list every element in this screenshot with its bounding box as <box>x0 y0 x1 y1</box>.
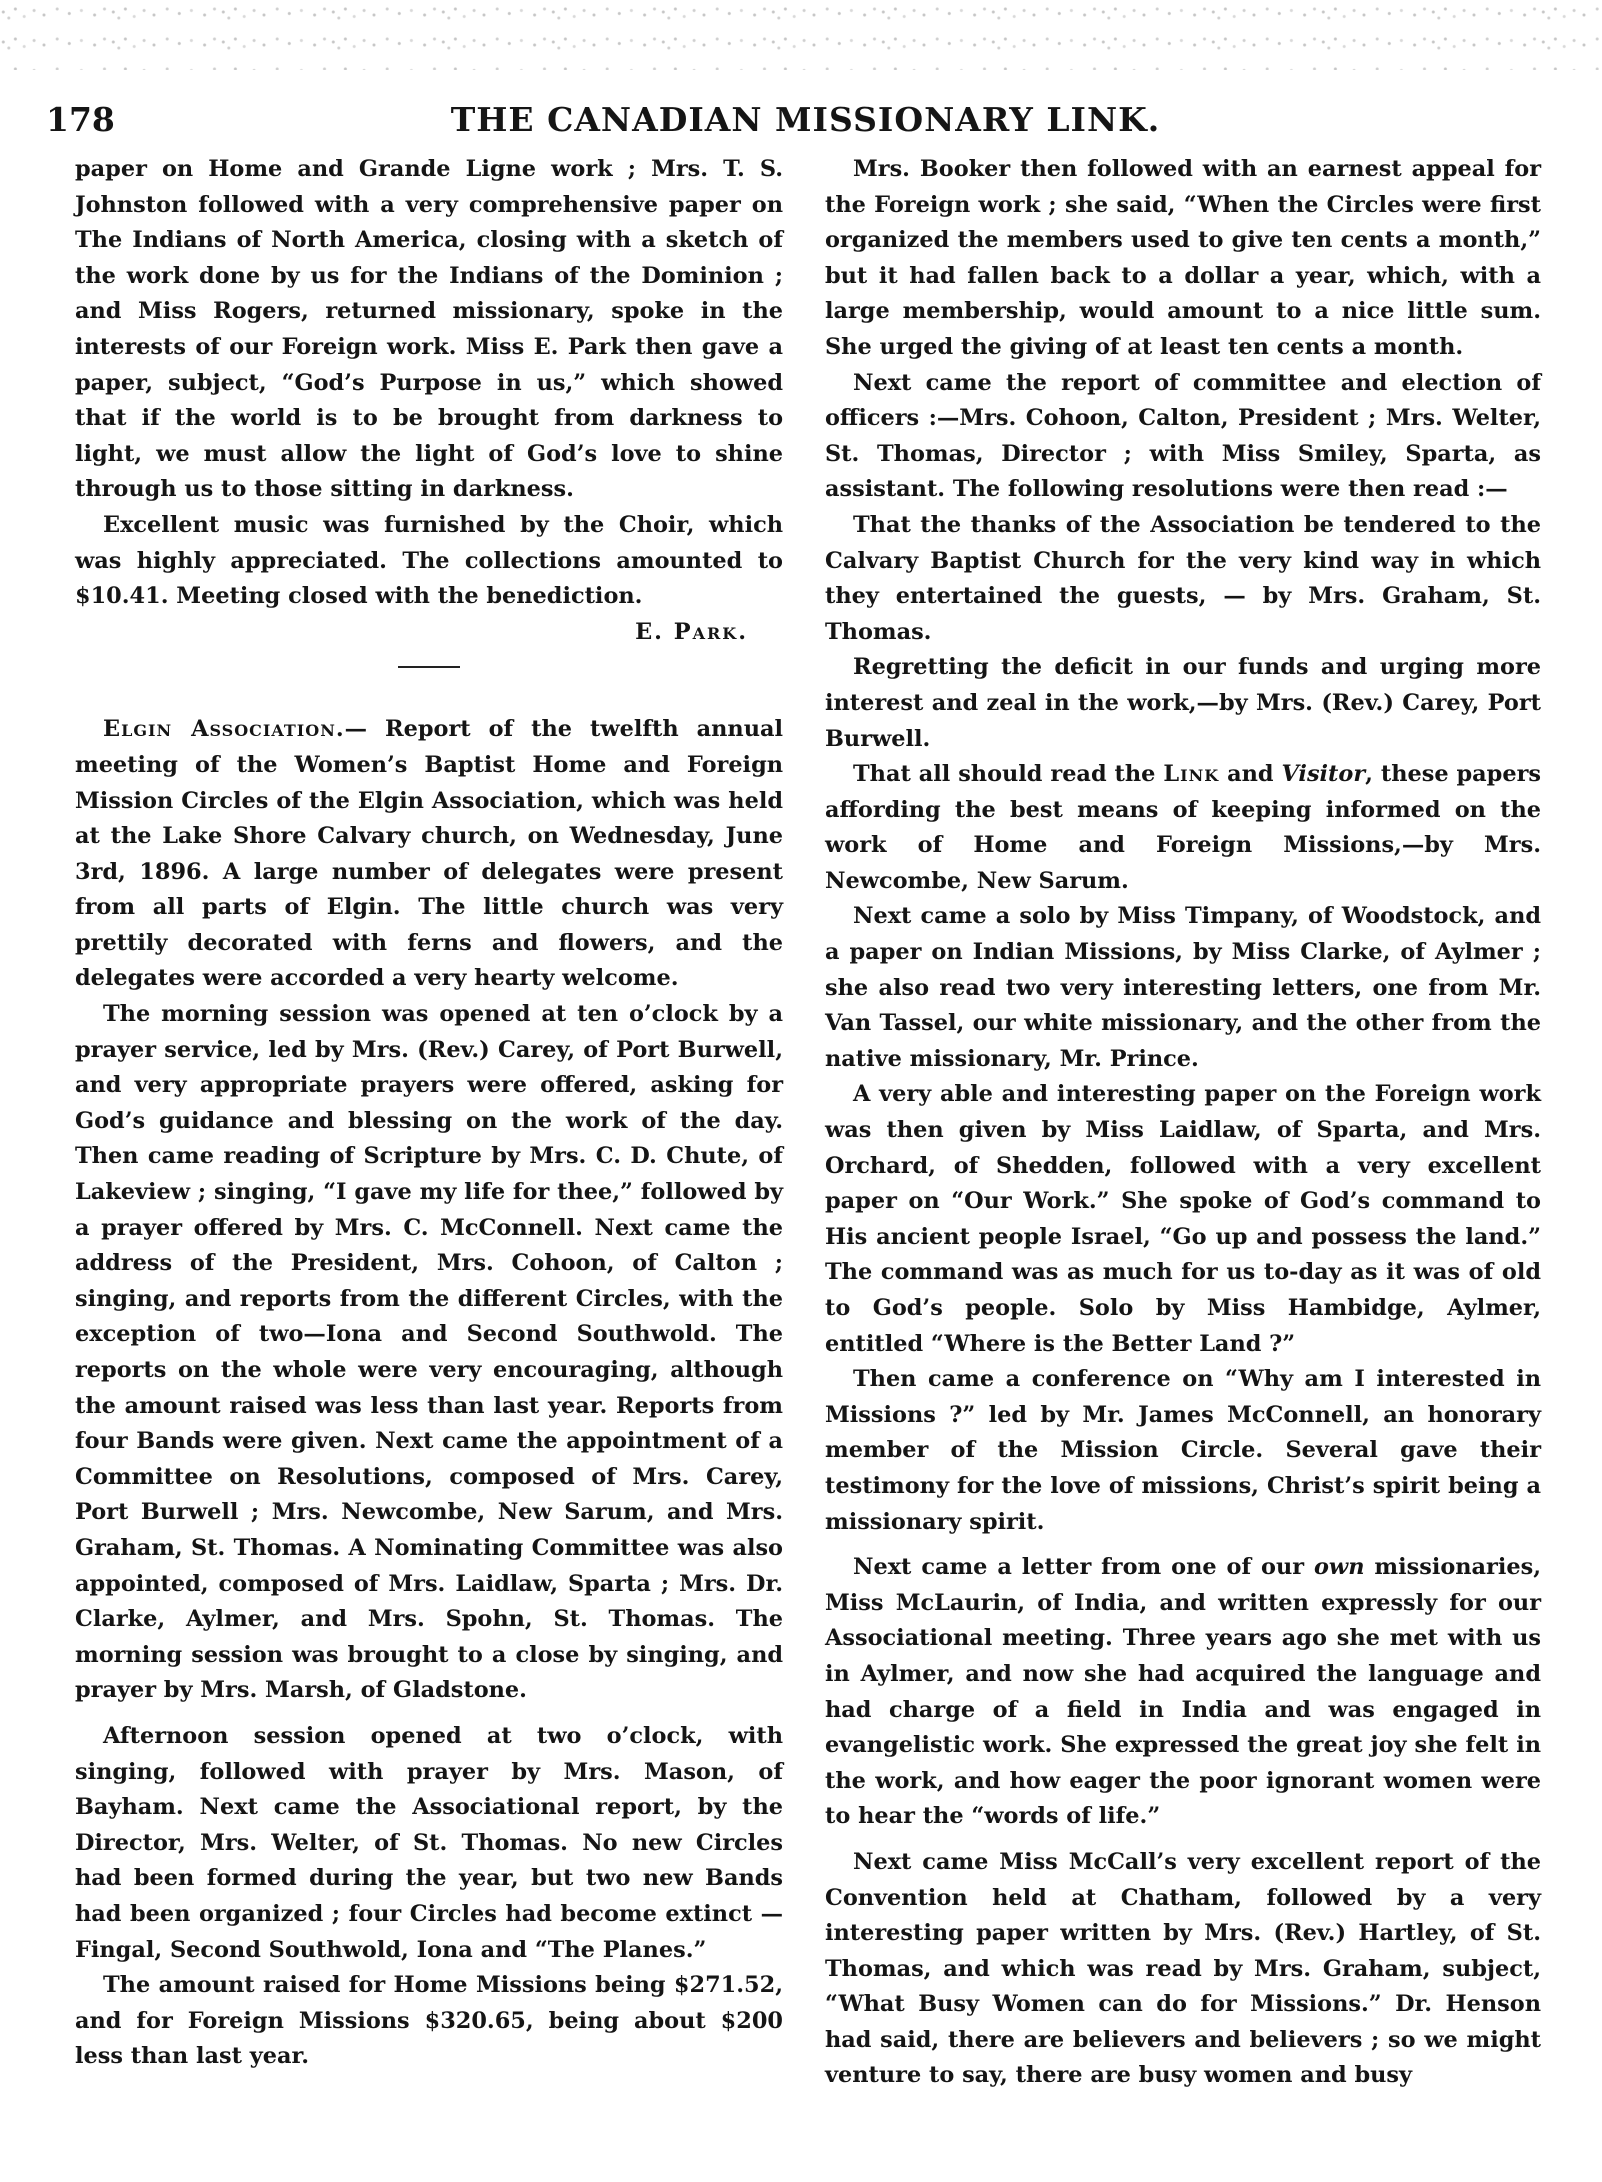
paragraph: Then came a conference on “Why am I interested in Missions ?” led by Mr. James McConnell, an honorary member of the Mission Circle. Several gave their testimony for the love of missions, Christ’s spirit being a missionary spirit. <box>825 1366 1541 1535</box>
paragraph: paper on Home and Grande Ligne work ; Mrs. T. S. Johnston followed with a very comprehensive paper on The Indians of North America, closing with a sketch of the work done by us for the Indians of the Dominion ; and Miss Rogers, returned missionary, spoke in the interests of our Foreign work. Miss E. Park then gave a paper, subject, “God’s Purpose in us,” which showed that if the world is to be brought from darkness to light, we must allow the light of God’s love to shine through us to those sitting in darkness. <box>75 156 783 503</box>
page-header <box>38 100 1573 144</box>
paragraph: That the thanks of the Association be tendered to the Calvary Baptist Church for the very kind way in which they entertained the guests, — by Mrs. Graham, St. Thomas. <box>825 511 1541 645</box>
paragraph-text: , these papers affording the best means of keeping informed on the work of Home and Foreign Missions,—by Mrs. Newcombe, New Sarum. <box>825 761 1541 894</box>
paragraph <box>825 1550 1541 1835</box>
paragraph: Next came a solo by Miss Timpany, of Woodstock, and a paper on Indian Missions, by Miss Clarke, of Aylmer ; she also read two very interesting letters, one from Mr. Van Tassel, our white missionary, and the other from the native missionary, Mr. Prince. <box>825 903 1541 1072</box>
emphasis: own <box>1313 1554 1365 1581</box>
paragraph: Next came the report of committee and election of officers :—Mrs. Cohoon, Calton, President ; Mrs. Welter, St. Thomas, Director ; with Miss Smiley, Sparta, as assistant. The following resolutions were then read :— <box>825 369 1541 503</box>
paragraph: The morning session was opened at ten o’clock by a prayer service, led by Mrs. (Rev.) Carey, of Port Burwell, and very appropriate prayers were offered, asking for God’s guidance and blessing on the work of the day. Then came reading of Scripture by Mrs. C. D. Chute, of Lakeview ; singing, “I gave my life for thee,” followed by a prayer offered by Mrs. C. McConnell. Next came the address of the President, Mrs. Cohoon, of Calton ; singing, and reports from the different Circles, with the exception of two—Iona and Second Southwold. The reports on the whole were very encouraging, although the amount raised was less than last year. Reports from four Bands were given. Next came the appointment of a Committee on Resolutions, composed of Mrs. Carey, Port Burwell ; Mrs. Newcombe, New Sarum, and Mrs. Graham, St. Thomas. A Nominating Committee was also appointed, composed of Mrs. Laidlaw, Sparta ; Mrs. Dr. Clarke, Aylmer, and Mrs. Spohn, St. Thomas. The morning session was brought to a close by singing, and prayer by Mrs. Marsh, of Gladstone. <box>75 1001 783 1704</box>
paragraph-text: Next came a letter from one of our <box>853 1554 1314 1581</box>
section-divider <box>398 666 460 668</box>
paragraph: Regretting the deficit in our funds and urging more interest and zeal in the work,—by Mrs. (Rev.) Carey, Port Burwell. <box>825 654 1541 752</box>
visitor-title: Visitor <box>1281 761 1366 788</box>
paragraph: Next came Miss McCall’s very excellent report of the Convention held at Chatham, followed by a very interesting paper written by Mrs. (Rev.) Hartley, of St. Thomas, and which was read by Mrs. Graham, subject, “What Busy Women can do for Missions.” Dr. Henson had said, there are believers and believers ; so we might venture to say, there are busy women and busy <box>825 1848 1541 2089</box>
paragraph-text: That all should read the <box>853 761 1164 788</box>
paragraph <box>75 712 783 997</box>
page-number: 178 <box>46 100 115 139</box>
scan-speckle-band <box>0 0 1602 70</box>
journal-title: THE CANADIAN MISSIONARY LINK. <box>450 100 1161 139</box>
paragraph-text: and <box>1219 761 1282 788</box>
paragraph-text: missionaries, Miss McLaurin, of India, and written expressly for our Associational meeting. Three years ago she met with us in Aylmer, and now she had acquired the language and had charge of a field in India and was engaged in evangelistic work. She expressed the great joy she felt in the work, and how eager the poor ignorant women were to hear the “words of life.” <box>825 1554 1541 1830</box>
paragraph: A very able and interesting paper on the Foreign work was then given by Miss Laidlaw, of Sparta, and Mrs. Orchard, of Shedden, followed with a very excellent paper on “Our Work.” She spoke of God’s command to His ancient people Israel, “Go up and possess the land.” The command was as much for us to-day as it was of old to God’s people. Solo by Miss Hambidge, Aylmer, entitled “Where is the Better Land ?” <box>825 1081 1541 1357</box>
signature: E. Park. <box>635 618 748 645</box>
paragraph-text: — Report of the twelfth annual meeting of the Women’s Baptist Home and Foreign Mission Circles of the Elgin Association, which was held at the Lake Shore Calvary church, on Wednesday, June 3rd, 1896. A large number of delegates were present from all parts of Elgin. The little church was very prettily decorated with ferns and flowers, and the delegates were accorded a very hearty welcome. <box>75 716 783 992</box>
left-column <box>75 152 783 2075</box>
paragraph: Excellent music was furnished by the Choir, which was highly appreciated. The collections amounted to $10.41. Meeting closed with the benediction. <box>75 511 783 610</box>
paragraph: Afternoon session opened at two o’clock, with singing, followed with prayer by Mrs. Mason, of Bayham. Next came the Associational report, by the Director, Mrs. Welter, of St. Thomas. No new Circles had been formed during the year, but two new Bands had been organized ; four Circles had become extinct — Fingal, Second Southwold, Iona and “The Planes.” <box>75 1722 783 1963</box>
section-heading: Elgin Association. <box>103 716 345 743</box>
paragraph <box>825 757 1541 899</box>
paragraph: Mrs. Booker then followed with an earnest appeal for the Foreign work ; she said, “When the Circles were first organized the members used to give ten cents a month,” but it had fallen back to a dollar a year, which, with a large membership, would amount to a nice little sum. She urged the giving of at least ten cents a month. <box>825 156 1541 360</box>
right-column <box>825 152 1541 2094</box>
link-title: Link <box>1163 761 1220 788</box>
paragraph: The amount raised for Home Missions being $271.52, and for Foreign Missions $320.65, being about $200 less than last year. <box>75 1972 783 2070</box>
